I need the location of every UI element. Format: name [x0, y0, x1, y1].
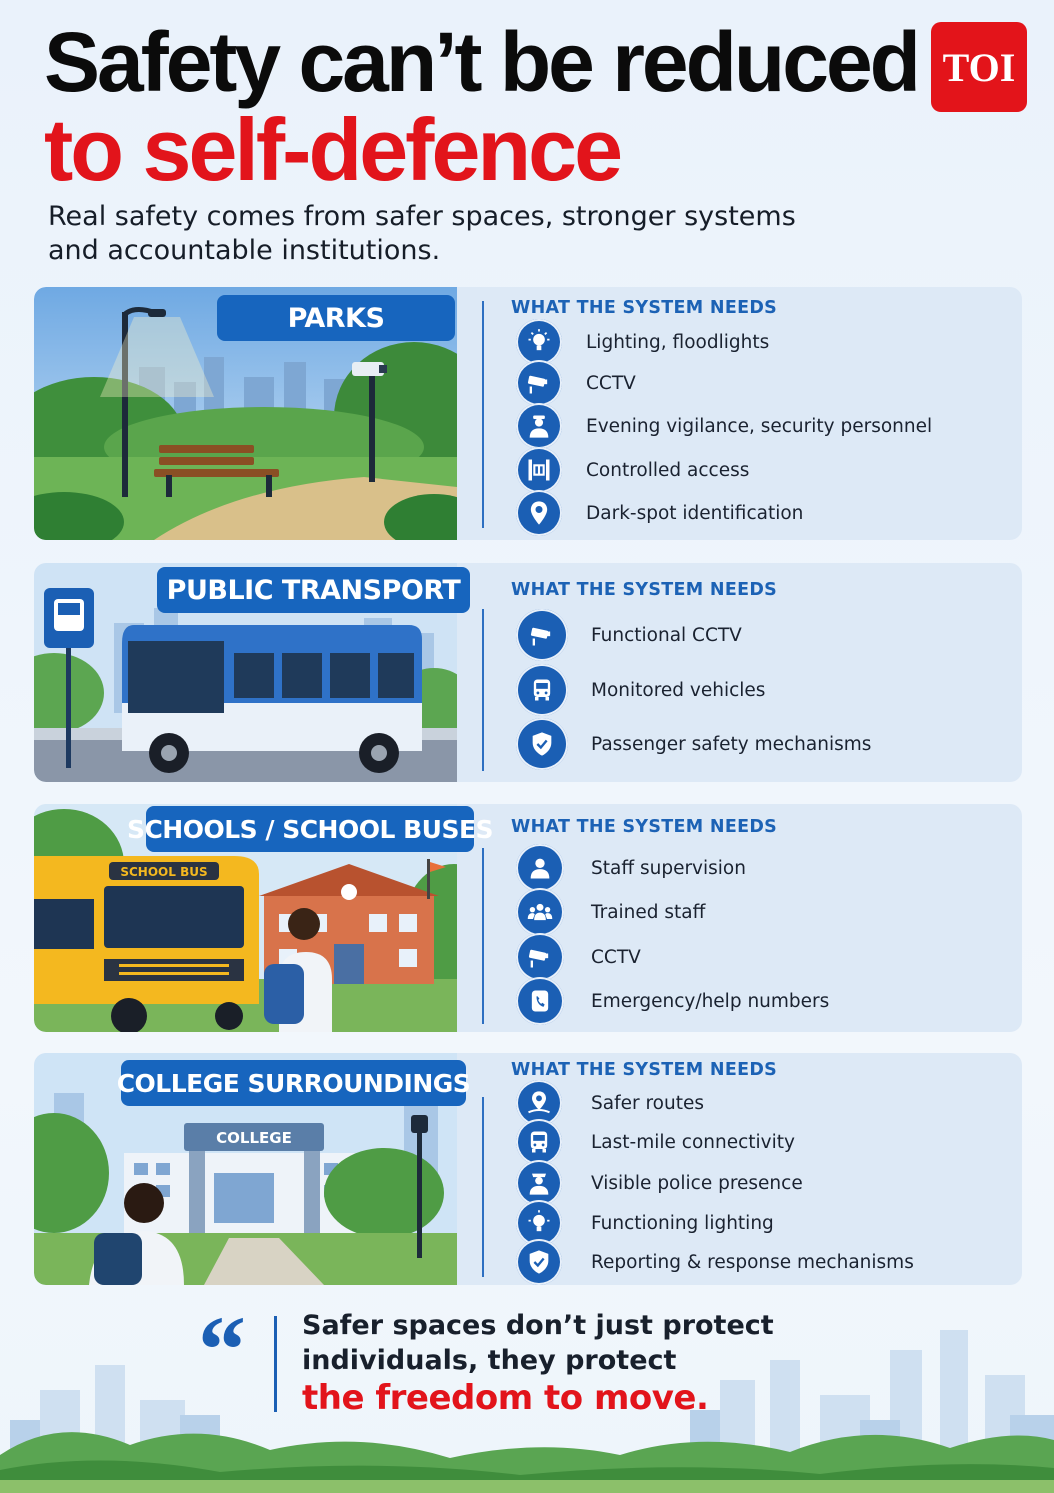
need-item — [516, 490, 803, 536]
need-item — [516, 844, 746, 892]
need-text: CCTV — [591, 946, 641, 968]
need-text: CCTV — [586, 372, 636, 394]
need-text: Dark-spot identification — [586, 502, 804, 524]
needs-heading: WHAT THE SYSTEM NEEDS — [511, 817, 778, 837]
section-divider — [482, 609, 484, 771]
college-sign: COLLEGE — [216, 1129, 292, 1147]
need-item — [516, 319, 769, 365]
gate-icon — [516, 447, 562, 493]
section-label-public-transport: PUBLIC TRANSPORT — [157, 567, 470, 613]
need-text: Reporting & response mechanisms — [591, 1251, 914, 1273]
quote-line-2: individuals, they protect — [302, 1345, 677, 1376]
toi-logo: TOI — [931, 22, 1027, 112]
need-text: Passenger safety mechanisms — [591, 733, 872, 755]
need-item — [516, 664, 765, 716]
bus-icon — [516, 1119, 562, 1165]
school-bus-sign: SCHOOL BUS — [120, 865, 208, 879]
section-schools — [34, 804, 1022, 1032]
section-divider — [482, 1097, 484, 1277]
headline-line-2: to self-defence — [44, 100, 621, 199]
need-item — [516, 933, 641, 981]
subtitle: Real safety comes from safer spaces, stronger systems and accountable institutions. — [48, 201, 796, 266]
guard-icon — [516, 403, 562, 449]
quote-line-1: Safer spaces don’t just protect — [302, 1310, 774, 1341]
section-public-transport — [34, 563, 1022, 782]
bulb-icon — [516, 319, 562, 365]
section-college — [34, 1053, 1022, 1285]
need-text: Staff supervision — [591, 857, 746, 879]
need-item — [516, 360, 636, 406]
need-item — [516, 888, 705, 936]
need-text: Evening vigilance, security personnel — [586, 415, 933, 437]
quote-mark-icon: “ — [198, 1296, 246, 1403]
group-icon — [516, 888, 564, 936]
need-text: Safer routes — [591, 1092, 704, 1114]
shield-check-icon — [516, 718, 568, 770]
need-item — [516, 1119, 795, 1165]
need-item — [516, 977, 829, 1025]
cctv-icon — [516, 609, 568, 661]
section-label-parks: PARKS — [217, 295, 455, 341]
need-item — [516, 1239, 914, 1285]
need-text: Trained staff — [591, 901, 706, 923]
phone-icon — [516, 977, 564, 1025]
need-item — [516, 403, 932, 449]
quote-line-3: the freedom to move. — [302, 1378, 709, 1418]
headline-line-1: Safety can’t be reduced — [44, 15, 918, 109]
person-icon — [516, 844, 564, 892]
need-text: Last-mile connectivity — [591, 1131, 795, 1153]
need-text: Functioning lighting — [591, 1212, 774, 1234]
need-text: Functional CCTV — [591, 624, 742, 646]
section-divider — [482, 848, 484, 1024]
need-item — [516, 718, 871, 770]
section-label-schools: SCHOOLS / SCHOOL BUSES — [146, 806, 474, 852]
bus-icon — [516, 664, 568, 716]
needs-heading: WHAT THE SYSTEM NEEDS — [511, 1060, 778, 1080]
need-item — [516, 609, 742, 661]
shield-check-icon — [516, 1239, 562, 1285]
location-pin-icon — [516, 490, 562, 536]
needs-heading: WHAT THE SYSTEM NEEDS — [511, 580, 778, 600]
section-label-college: COLLEGE SURROUNDINGS — [121, 1060, 466, 1106]
need-text: Lighting, floodlights — [586, 331, 770, 353]
need-text: Emergency/help numbers — [591, 990, 830, 1012]
need-item — [516, 447, 749, 493]
section-parks — [34, 287, 1022, 540]
need-text: Visible police presence — [591, 1172, 803, 1194]
quote-divider — [274, 1316, 277, 1412]
cctv-icon — [516, 360, 562, 406]
need-text: Monitored vehicles — [591, 679, 766, 701]
cctv-icon — [516, 933, 564, 981]
section-divider — [482, 301, 484, 528]
needs-heading: WHAT THE SYSTEM NEEDS — [511, 298, 778, 318]
need-text: Controlled access — [586, 459, 750, 481]
